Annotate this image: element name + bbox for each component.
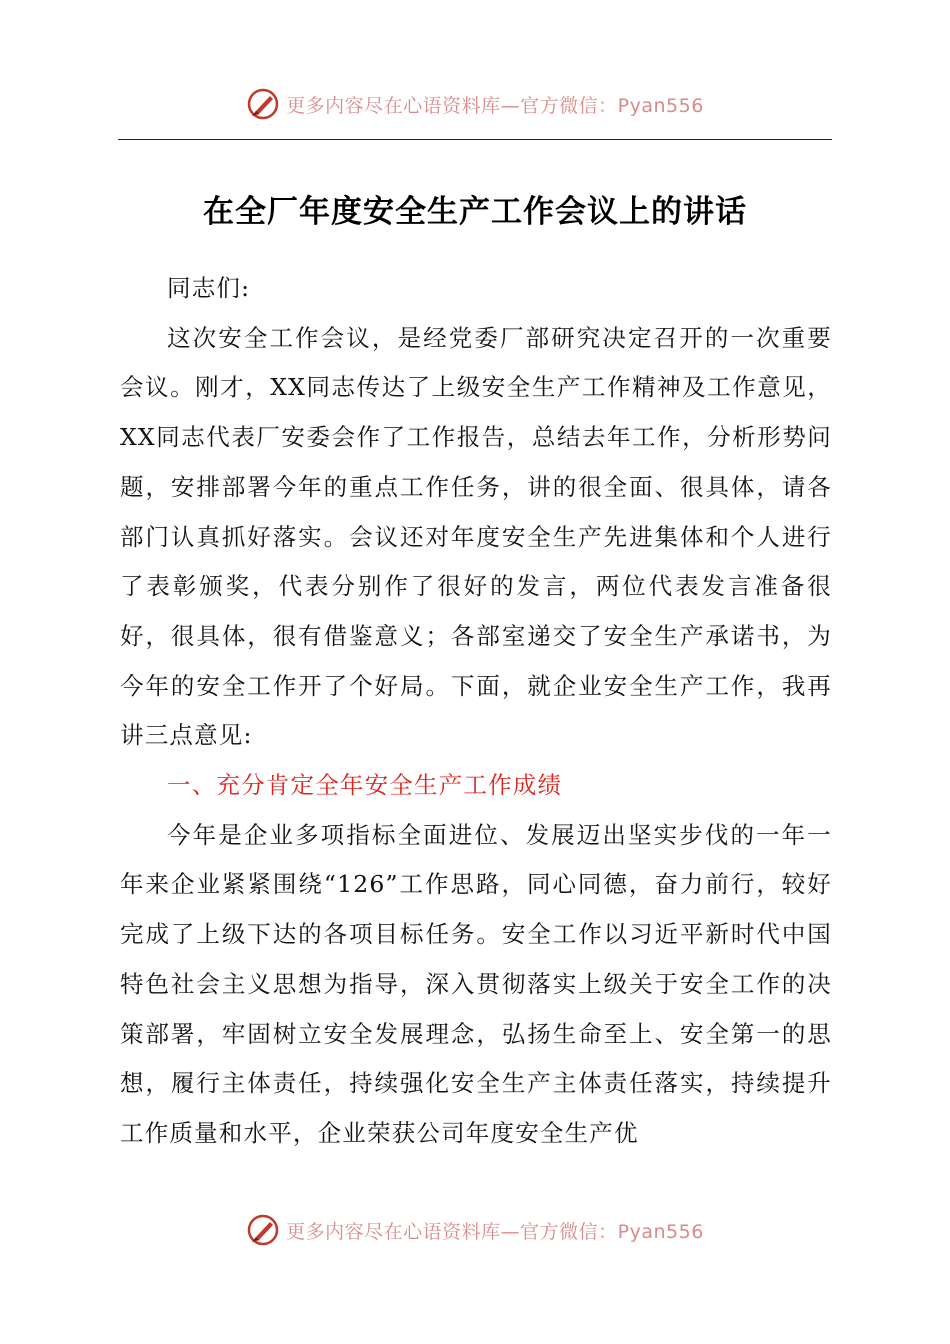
pen-logo-icon <box>246 1213 280 1247</box>
document-body <box>120 264 832 1159</box>
footer-watermark <box>0 1210 950 1250</box>
pen-logo-icon <box>246 87 280 121</box>
header-watermark <box>0 84 950 124</box>
header-divider <box>118 139 832 140</box>
greeting: 同志们: <box>167 274 251 302</box>
document-title: 在全厂年度安全生产工作会议上的讲话 <box>203 194 747 230</box>
watermark-text: 更多内容尽在心语资料库—官方微信：Pyan556 <box>286 94 704 117</box>
watermark-text: 更多内容尽在心语资料库—官方微信：Pyan556 <box>286 1220 704 1243</box>
paragraph-achievements: 今年是企业多项指标全面进位、发展迈出坚实步伐的一年一年来企业紧紧围绕“126”工作思路，同心同德，奋力前行，较好完成了上级下达的各项目标任务。安全工作以习近平新时代中国特色社会主义思想为指导，深入贯彻落实上级关于安全工作的决策部署，牢固树立安全发展理念，弘扬生命至上、安全第一的思想，履行主体责任，持续强化安全生产主体责任落实，持续提升工作质量和水平，企业荣获公司年度安全生产优 <box>120 820 832 1147</box>
section-heading-1: 一、充分肯定全年安全生产工作成绩 <box>167 771 563 800</box>
paragraph-intro: 这次安全工作会议，是经党委厂部研究决定召开的一次重要会议。刚才，XX同志传达了上级安全生产工作精神及工作意见，XX同志代表厂安委会作了工作报告，总结去年工作，分析形势问题，安排部署今年的重点工作任务，讲的很全面、很具体，请各部门认真抓好落实。会议还对年度安全生产先进集体和个人进行了表彰颁奖，代表分别作了很好的发言，两位代表发言准备很好，很具体，很有借鉴意义；各部室递交了安全生产承诺书，为今年的安全工作开了个好局。下面，就企业安全生产工作，我再讲三点意见: <box>120 323 832 750</box>
